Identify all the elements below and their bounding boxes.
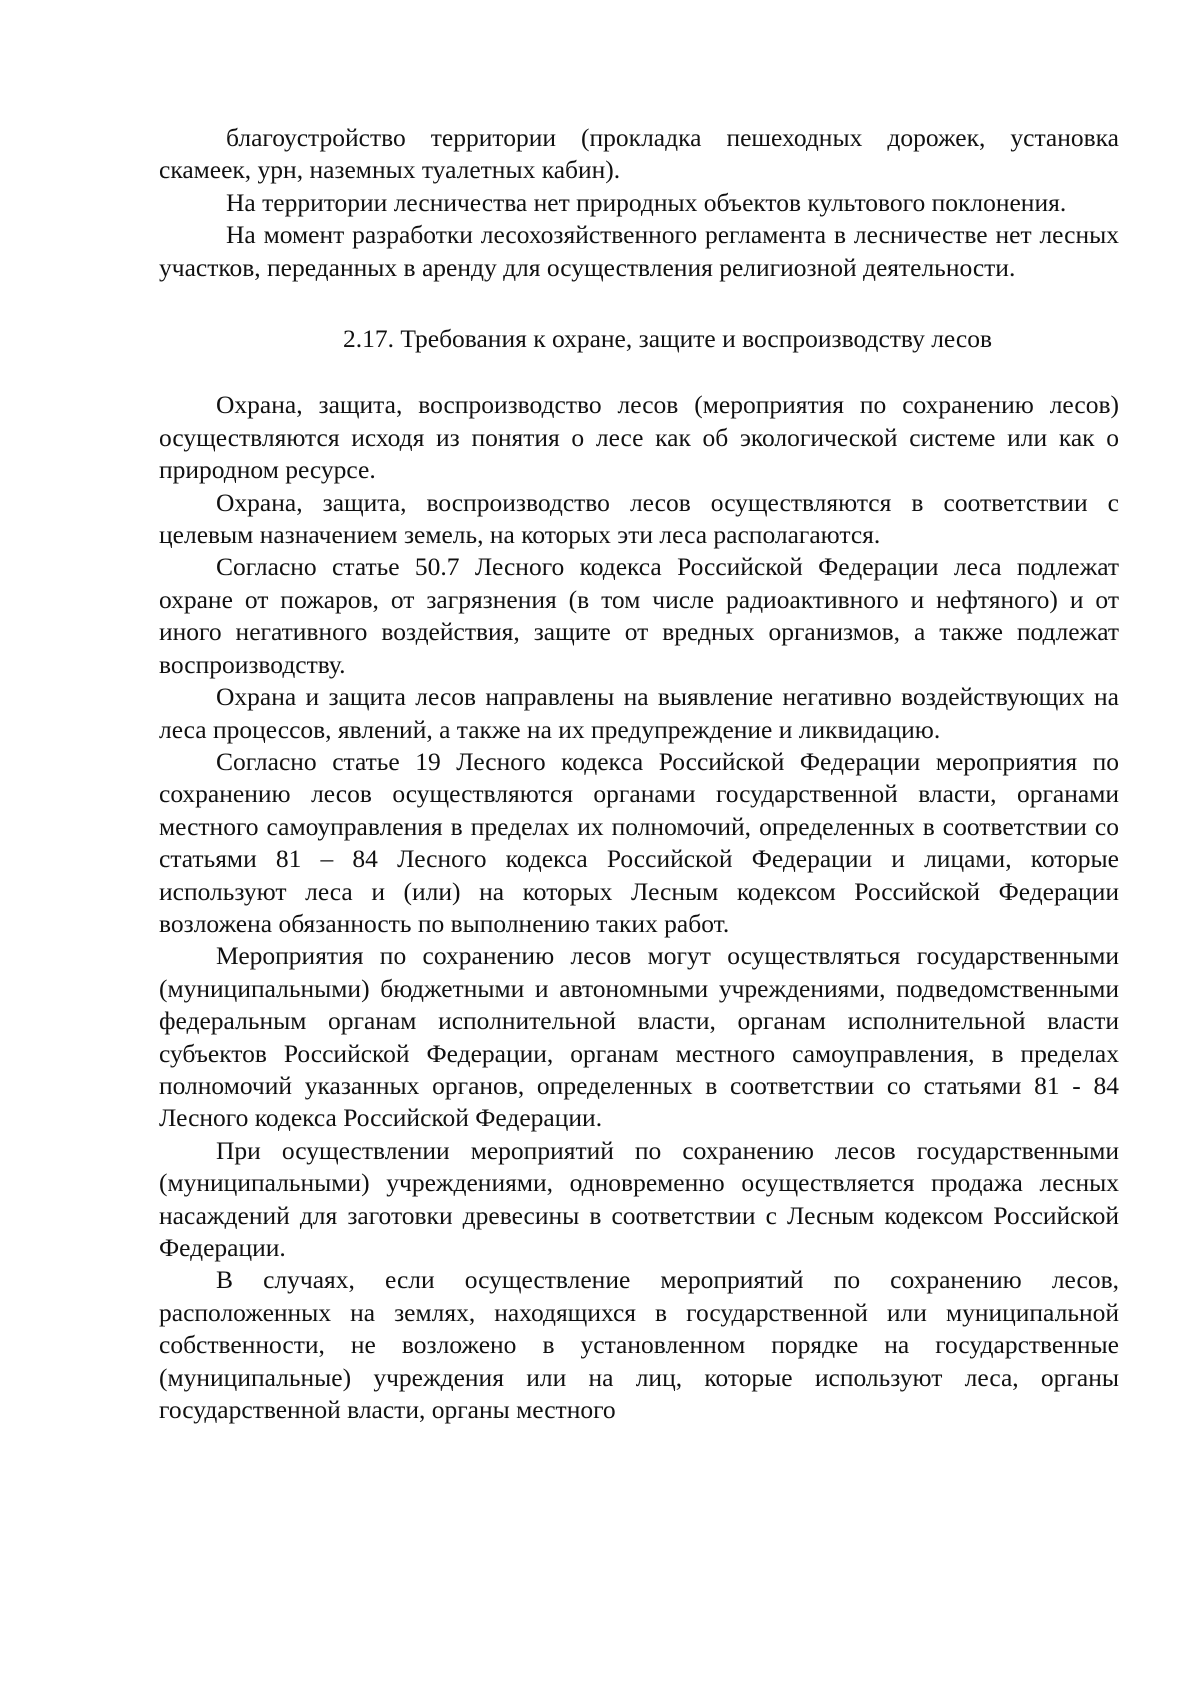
section-paragraph-6: Мероприятия по сохранению лесов могут осуществляться государственными (муниципальными) бюджетными и автономными учреждениями, подведомственными федеральным органам исполнительной власти, органам исполнительной власти субъектов Российской Федерации, органам местного самоуправления, в пределах полномочий указанных органов, определенных в соответствии со статьями 81 - 84 Лесного кодекса Российской Федерации. [159,941,1119,1133]
section-paragraph-8: В случаях, если осуществление мероприятий по сохранению лесов, расположенных на землях, находящихся в государственной или муниципальной собственности, не возложено в установленном порядке на государственные (муниципальные) учреждения или на лиц, которые используют леса, органы государственной власти, органы местного [159,1265,1119,1425]
section-paragraph-2: Охрана, защита, воспроизводство лесов осуществляются в соответствии с целевым назначением земель, на которых эти леса располагаются. [159,487,1119,550]
section-paragraph-5: Согласно статье 19 Лесного кодекса Российской Федерации мероприятия по сохранению лесов осуществляются органами государственной власти, органами местного самоуправления в пределах их полномочий, определенных в соответствии со статьями 81 – 84 Лесного кодекса Российской Федерации и лицами, которые используют леса и (или) на которых Лесным кодексом Российской Федерации возложена обязанность по выполнению таких работ. [159,746,1119,938]
intro-paragraph-2: На территории лесничества нет природных объектов культового поклонения. [226,187,1067,217]
section-paragraph-3: Согласно статье 50.7 Лесного кодекса Российской Федерации леса подлежат охране от пожаров, от загрязнения (в том числе радиоактивного и нефтяного) и от иного негативного воздействия, защите от вредных организмов, а также подлежат воспроизводству. [159,552,1119,679]
section-paragraph-4: Охрана и защита лесов направлены на выявление негативно воздействующих на леса процессов, явлений, а также на их предупреждение и ликвидацию. [159,682,1119,744]
section-heading: 2.17. Требования к охране, защите и воспроизводству лесов [343,324,992,354]
intro-paragraph-1: благоустройство территории (прокладка пешеходных дорожек, установка скамеек, урн, наземных туалетных кабин). [159,123,1119,185]
intro-paragraph-3: На момент разработки лесохозяйственного регламента в лесничестве нет лесных участков, переданных в аренду для осуществления религиозной деятельности. [159,220,1119,282]
section-paragraph-1: Охрана, защита, воспроизводство лесов (мероприятия по сохранению лесов) осуществляются исходя из понятия о лесе как об экологической системе или как о природном ресурсе. [159,390,1119,485]
section-paragraph-7: При осуществлении мероприятий по сохранению лесов государственными (муниципальными) учреждениями, одновременно осуществляется продажа лесных насаждений для заготовки древесины в соответствии с Лесным кодексом Российской Федерации. [159,1135,1119,1262]
document-page [159,122,1119,1426]
